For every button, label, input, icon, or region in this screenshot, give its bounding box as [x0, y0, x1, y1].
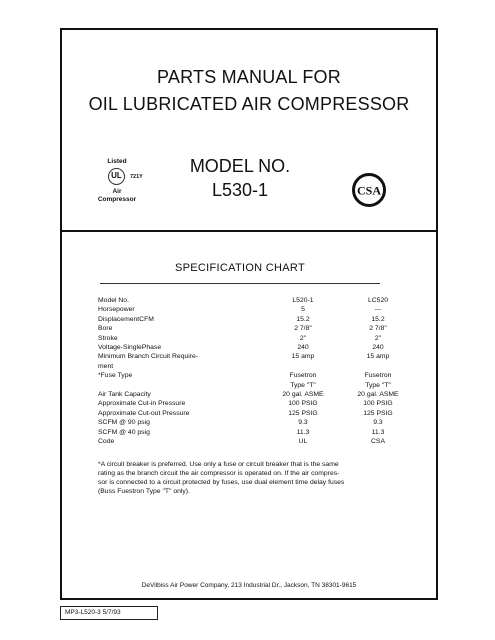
ul-listed-text: Listed — [107, 158, 127, 165]
spec-value-lc520: 2" — [374, 334, 382, 342]
spec-value-l520: 15.2 — [296, 315, 310, 323]
spec-value-l520: Type "T" — [290, 381, 316, 389]
ul-air-text: Air — [112, 188, 122, 195]
ul-icon: UL — [108, 168, 125, 185]
spec-note — [98, 460, 398, 496]
spec-label: DisplacementCFM — [98, 315, 154, 323]
spec-value-l520: 100 PSIG — [288, 400, 318, 408]
spec-label: *Fuse Type — [98, 372, 133, 380]
spec-label: SCFM @ 90 psig — [98, 419, 150, 427]
model-number: L530-1 — [211, 180, 269, 200]
csa-logo-text: CSA — [356, 183, 382, 198]
spec-value-l520: Fusetron — [289, 372, 317, 380]
spec-value-l520: 2 7/8" — [294, 325, 312, 333]
ul-file-number: 721Y — [130, 174, 143, 180]
spec-chart-heading: SPECIFICATION CHART — [175, 262, 305, 274]
spec-value-l520: 20 gal. ASME — [282, 391, 324, 398]
spec-label: Code — [98, 438, 115, 445]
model-label: MODEL NO. — [189, 156, 291, 176]
manual-title-line2: OIL LUBRICATED AIR COMPRESSOR — [88, 94, 410, 114]
spec-value-l520: 15 amp — [291, 353, 315, 361]
note-line: (Buss Fuestron Type "T" only). — [98, 488, 190, 495]
spec-label: Model No. — [98, 297, 129, 304]
spec-value-lc520: CSA — [371, 438, 385, 445]
spec-label: Bore — [98, 325, 113, 333]
spec-label: Voltage-SinglePhase — [98, 344, 162, 351]
spec-label: ment — [98, 362, 114, 370]
note-line: *A circuit breaker is preferred. Use only a fuse or circuit breaker that is the same — [98, 461, 339, 468]
spec-value-lc520: 20 gal. ASME — [357, 391, 399, 398]
spec-value-lc520: Type "T" — [365, 381, 391, 389]
spec-divider — [100, 283, 380, 284]
spec-value-lc520: 125 PSIG — [363, 409, 393, 417]
spec-value-l520: 240 — [297, 344, 309, 351]
spec-label: Horsepower — [98, 306, 135, 314]
spec-value-lc520: 100 PSIG — [363, 400, 393, 408]
spec-value-lc520: 240 — [372, 344, 384, 351]
spec-value-lc520: 11.3 — [371, 428, 385, 436]
spec-label: Minimum Branch Circuit Require- — [98, 353, 199, 361]
spec-value-lc520: 15 amp — [366, 353, 390, 361]
spec-value-l520: UL — [298, 438, 308, 445]
spec-value-lc520: 15.2 — [371, 315, 385, 323]
manual-title-line1: PARTS MANUAL FOR — [157, 67, 341, 87]
spec-value-l520: 9.3 — [298, 419, 308, 427]
note-line: rating as the branch circuit the air compressor is operated on. If the air compres- — [98, 470, 340, 477]
note-line: sor is connected to a circuit protected by fuses, use dual element time delay fuses — [98, 479, 345, 486]
spec-value-lc520: 9.3 — [373, 419, 383, 427]
spec-value-lc520: Fusetron — [364, 372, 392, 380]
spec-value-l520: 5 — [301, 306, 305, 314]
ul-compressor-text: Compressor — [97, 196, 137, 203]
spec-label: Approximate Cut-out Pressure — [98, 409, 190, 417]
spec-label: SCFM @ 40 psig — [98, 428, 150, 436]
ul-listed-logo — [97, 158, 162, 218]
spec-label: Air Tank Capacity — [98, 391, 151, 398]
spec-value-lc520: LC520 — [367, 297, 389, 304]
csa-logo-icon — [351, 172, 387, 208]
spec-label: Stroke — [98, 334, 118, 342]
spec-value-l520: 125 PSIG — [288, 409, 318, 417]
spec-value-l520: L520-1 — [292, 297, 314, 304]
company-address: DeVilbiss Air Power Company, 213 Industrial Dr., Jackson, TN 38301-9615 — [141, 582, 357, 589]
spec-value-l520: 2" — [299, 334, 307, 342]
spec-label: Approximate Cut-in Pressure — [98, 400, 186, 408]
spec-value-lc520: 2 7/8" — [369, 325, 387, 333]
spec-value-lc520: --- — [374, 306, 382, 314]
document-number: MP3-L520-3 5/7/93 — [60, 606, 158, 620]
spec-value-l520: 11.3 — [296, 428, 310, 436]
